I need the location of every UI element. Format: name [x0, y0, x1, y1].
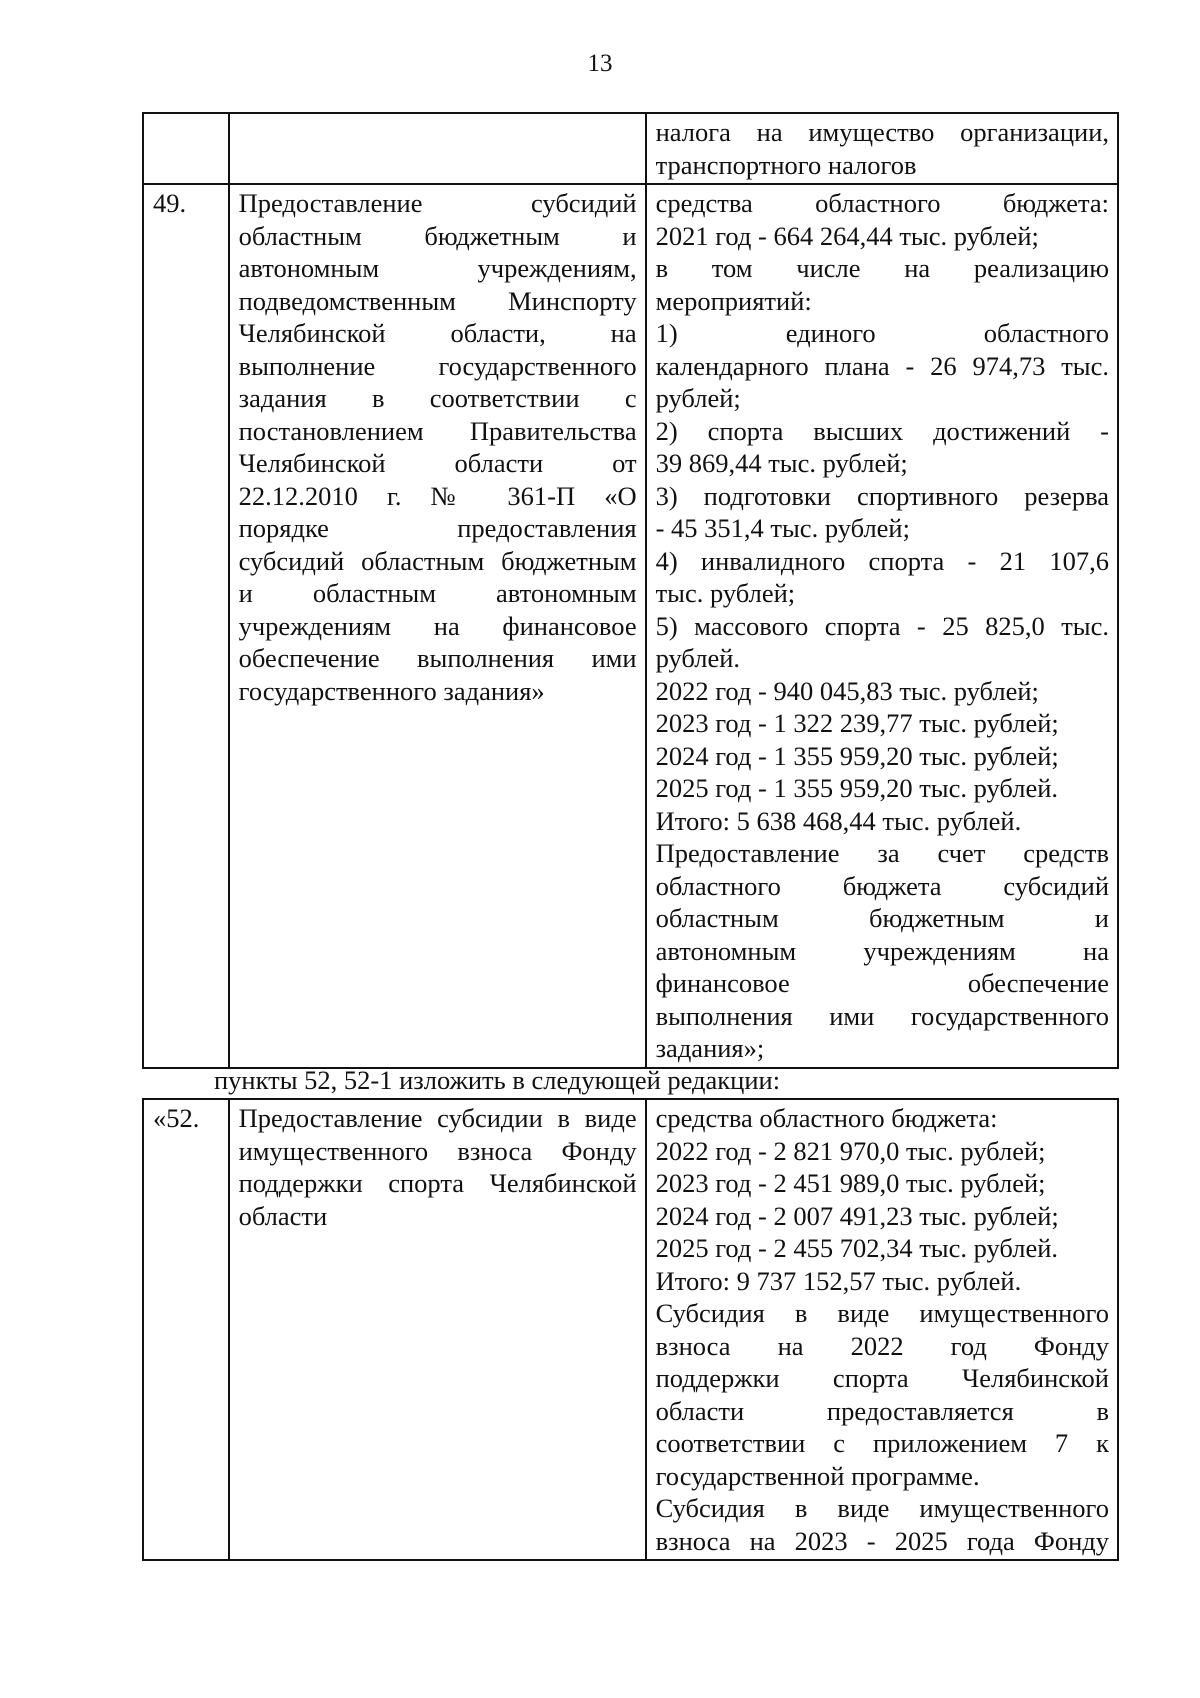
text-line: Итого: 9 737 152,57 тыс. рублей. — [655, 1265, 1022, 1296]
text-line: областным бюджетным и — [238, 220, 637, 251]
text-line: Предоставление за счет средств — [655, 838, 1109, 868]
text-line: рублей. — [655, 643, 741, 673]
text-line: области — [238, 1200, 328, 1231]
text-line: мероприятий: — [655, 285, 812, 316]
text-line: задания в соответствии с — [238, 383, 637, 413]
text-line: транспортного налогов — [655, 149, 917, 180]
text-line: постановлением Правительства — [238, 415, 637, 446]
text-line: поддержки спорта Челябинской — [238, 1168, 637, 1198]
text-line: 2024 год - 1 355 959,20 тыс. рублей; — [655, 740, 1059, 771]
text-line: соответствии с приложением 7 к — [655, 1428, 1109, 1458]
number-cell-empty — [143, 113, 229, 184]
text-line: Челябинской области от — [238, 448, 637, 478]
text-line: 3) подготовки спортивного резерва — [655, 480, 1109, 511]
text-line: средства областного бюджета: — [655, 1103, 998, 1133]
text-line: 1) единого областного — [655, 318, 1109, 348]
text-line: областного бюджета субсидий — [655, 870, 1109, 901]
text-line: обеспечение выполнения ими — [238, 643, 637, 673]
text-line: тыс. рублей; — [655, 578, 796, 608]
text-line: 2023 год - 2 451 989,0 тыс. рублей; — [655, 1168, 1046, 1198]
text-line: налога на имущество организации, — [655, 117, 1109, 147]
row-52-name — [229, 1099, 646, 1560]
text-line: автономным учреждениям, — [238, 253, 637, 283]
text-line: выполнения ими государственного — [655, 1000, 1109, 1031]
text-line: государственной программе. — [655, 1460, 980, 1491]
text-line: взноса на 2022 год Фонду — [655, 1330, 1109, 1361]
table-row-52 — [143, 1099, 1118, 1560]
text-line: подведомственным Минспорту — [238, 285, 637, 316]
funding-cell-continuation — [646, 113, 1118, 184]
text-line: 2023 год - 1 322 239,77 тыс. рублей; — [655, 708, 1059, 738]
text-line: 2022 год - 2 821 970,0 тыс. рублей; — [655, 1135, 1046, 1166]
text-line: Предоставление субсидий — [238, 188, 637, 218]
text-line: Субсидия в виде имущественного — [655, 1298, 1109, 1328]
text-line: 2022 год - 940 045,83 тыс. рублей; — [655, 675, 1039, 706]
text-line: календарного плана - 26 974,73 тыс. — [655, 350, 1109, 381]
text-line: имущественного взноса Фонду — [238, 1135, 637, 1166]
row-52-funding — [646, 1099, 1118, 1560]
text-line: 22.12.2010 г. № 361-П «О — [238, 480, 637, 511]
amendment-instruction: пункты 52, 52-1 изложить в следующей редакции: — [214, 1065, 781, 1095]
program-table-part-1 — [142, 112, 1119, 1069]
page-number: 13 — [587, 50, 613, 77]
text-line: государственного задания» — [238, 675, 545, 706]
name-cell-empty — [229, 113, 646, 184]
row-number-52: «52. — [143, 1099, 229, 1560]
row-49-name — [229, 184, 646, 1068]
table-row-49 — [143, 184, 1118, 1068]
text-line: области предоставляется в — [655, 1395, 1109, 1426]
row-number-49: 49. — [143, 184, 229, 1068]
text-line: учреждениям на финансовое — [238, 610, 637, 641]
text-line: финансовое обеспечение — [655, 968, 1109, 998]
text-line: 2) спорта высших достижений - — [655, 415, 1109, 446]
text-line: автономным учреждениям на — [655, 935, 1109, 966]
text-line: Предоставление субсидии в виде — [238, 1103, 637, 1133]
text-line: 5) массового спорта - 25 825,0 тыс. — [655, 610, 1109, 641]
text-line: субсидий областным бюджетным — [238, 545, 637, 576]
text-line: выполнение государственного — [238, 350, 637, 381]
text-line: порядке предоставления — [238, 513, 637, 543]
text-line: 4) инвалидного спорта - 21 107,6 — [655, 545, 1109, 576]
text-line: Итого: 5 638 468,44 тыс. рублей. — [655, 805, 1022, 836]
text-line: - 45 351,4 тыс. рублей; — [655, 513, 910, 543]
text-line: 2024 год - 2 007 491,23 тыс. рублей; — [655, 1200, 1059, 1231]
text-line: средства областного бюджета: — [655, 188, 1109, 218]
text-line: 39 869,44 тыс. рублей; — [655, 448, 908, 478]
row-49-funding — [646, 184, 1118, 1068]
table-row-continuation — [143, 113, 1118, 184]
text-line: 2021 год - 664 264,44 тыс. рублей; — [655, 220, 1039, 251]
text-line: рублей; — [655, 383, 741, 413]
text-line: и областным автономным — [238, 578, 637, 608]
text-line: 2025 год - 2 455 702,34 тыс. рублей. — [655, 1233, 1059, 1263]
text-line: Челябинской области, на — [238, 318, 637, 348]
text-line: в том числе на реализацию — [655, 253, 1109, 283]
text-line: поддержки спорта Челябинской — [655, 1363, 1109, 1393]
text-line: Субсидия в виде имущественного — [655, 1493, 1109, 1523]
text-line: взноса на 2023 - 2025 года Фонду — [655, 1525, 1109, 1556]
text-line: задания»; — [655, 1033, 765, 1063]
text-line: областным бюджетным и — [655, 903, 1109, 933]
program-table-part-2 — [142, 1098, 1119, 1561]
text-line: 2025 год - 1 355 959,20 тыс. рублей. — [655, 773, 1059, 803]
